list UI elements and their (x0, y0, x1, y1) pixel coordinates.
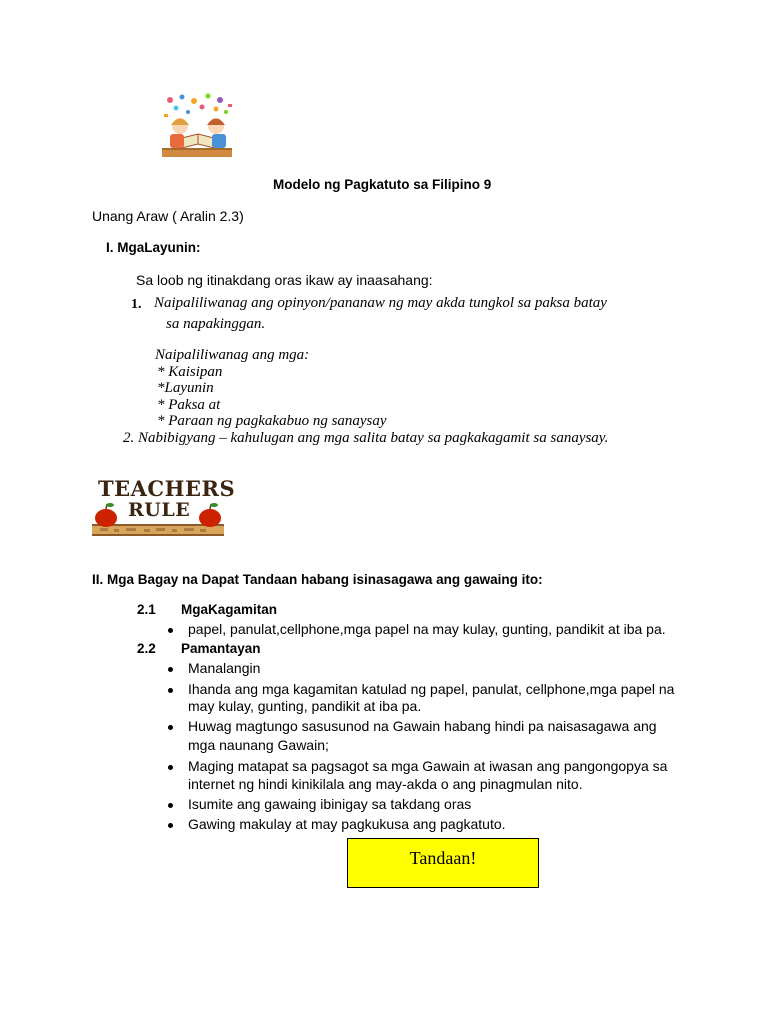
tandaan-label: Tandaan! (409, 848, 477, 868)
subsection-2-1-number: 2.1 (137, 602, 156, 617)
teachers-rule-sign (90, 474, 236, 540)
list-item: Maging matapat sa pagsagot sa mga Gawain at iwasan ang pangongopya sa (188, 758, 668, 774)
kids-reading-clipart (158, 92, 236, 160)
sign-line-2: RULE (128, 499, 191, 521)
objective-1-number: 1. (131, 297, 142, 312)
bullet-icon (168, 688, 173, 693)
bullet-icon (168, 823, 173, 828)
page-title: Modelo ng Pagkatuto sa Filipino 9 (273, 177, 492, 192)
bullet-icon (168, 765, 173, 770)
objective-2: 2. Nabibigyang – kahulugan ang mga salita batay sa pagkakagamit sa sanaysay. (123, 430, 609, 446)
sub-item: * Paksa at (157, 397, 221, 413)
subsection-2-2-title: Pamantayan (181, 641, 261, 656)
list-item: Ihanda ang mga kagamitan katulad ng papel, panulat, cellphone,mga papel na (188, 681, 675, 697)
sign-line-1: TEACHERS (98, 476, 236, 501)
objectives-intro: Sa loob ng itinakdang oras ikaw ay inaasahang: (136, 272, 433, 288)
list-item-continuation: may kulay, gunting, pandikit at iba pa. (188, 698, 422, 714)
day-label: Unang Araw ( Aralin 2.3) (92, 208, 244, 224)
bullet-icon (168, 628, 173, 633)
bullet-icon (168, 725, 173, 730)
list-item: Gawing makulay at may pagkukusa ang pagkatuto. (188, 816, 506, 832)
list-item: Isumite ang gawaing ibinigay sa takdang oras (188, 796, 472, 812)
list-item: Manalangin (188, 660, 261, 676)
subsection-2-1-title: MgaKagamitan (181, 602, 278, 617)
sub-item: *Layunin (157, 380, 214, 396)
list-item: papel, panulat,cellphone,mga papel na may kulay, gunting, pandikit at iba pa. (188, 621, 666, 637)
subsection-2-2-number: 2.2 (137, 641, 156, 656)
objective-1-line-1: Naipaliliwanag ang opinyon/pananaw ng may akda tungkol sa paksa batay (154, 295, 607, 311)
objective-1-line-2: sa napakinggan. (166, 316, 266, 332)
list-item-continuation: mga naunang Gawain; (188, 737, 329, 753)
section-1-heading: I. MgaLayunin: (106, 240, 201, 255)
sub-item: * Kaisipan (157, 364, 223, 380)
section-2-heading: II. Mga Bagay na Dapat Tandaan habang isinasagawa ang gawaing ito: (92, 572, 543, 587)
sub-heading: Naipaliliwanag ang mga: (155, 347, 310, 363)
bullet-icon (168, 803, 173, 808)
list-item-continuation: internet ng hindi kinikilala ang may-akda o ang pinagmulan nito. (188, 776, 583, 792)
bullet-icon (168, 667, 173, 672)
tandaan-box (347, 838, 539, 888)
list-item: Huwag magtungo sasusunod na Gawain habang hindi pa naisasagawa ang (188, 718, 657, 734)
sub-item: * Paraan ng pagkakabuo ng sanaysay (157, 413, 387, 429)
